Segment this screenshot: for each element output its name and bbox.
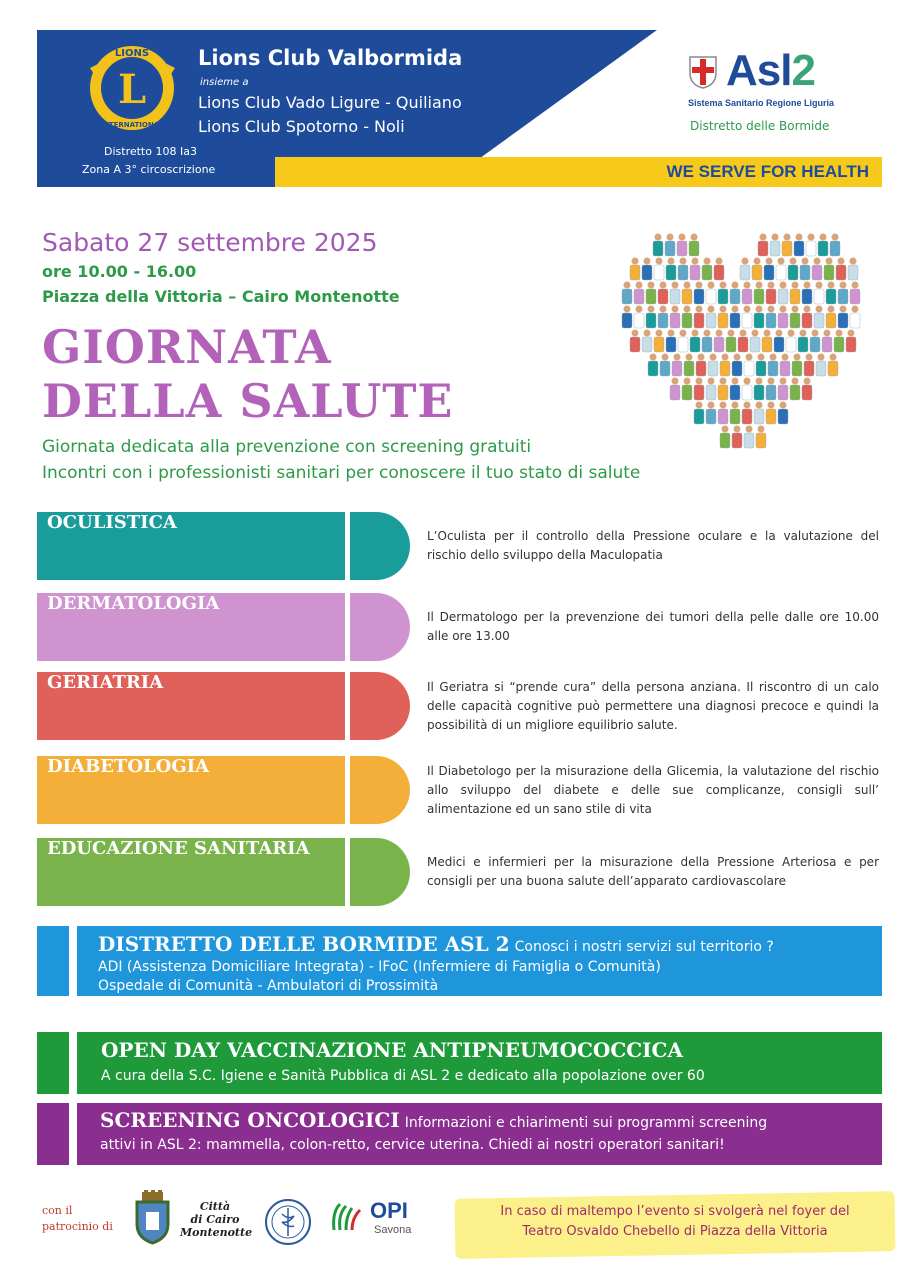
worker-figure <box>740 258 750 281</box>
medical-order-seal-icon <box>264 1198 312 1246</box>
vaccine-box-strip <box>37 1032 69 1094</box>
worker-figure <box>804 354 814 377</box>
worker-figure <box>720 426 730 449</box>
worker-figure <box>666 330 676 353</box>
specialty-tab <box>350 756 410 824</box>
specialty-row <box>37 593 879 661</box>
worker-figure <box>718 378 728 401</box>
worker-figure <box>754 306 764 329</box>
lions-zone: Zona A 3° circoscrizione <box>82 163 216 176</box>
worker-figure <box>646 282 656 305</box>
worker-figure <box>714 330 724 353</box>
worker-figure <box>732 426 742 449</box>
specialty-label: EDUCAZIONE SANITARIA <box>47 838 310 859</box>
worker-figure <box>648 354 658 377</box>
worker-figure <box>742 306 752 329</box>
worker-figure <box>800 258 810 281</box>
worker-figure <box>790 306 800 329</box>
worker-figure <box>653 234 663 257</box>
worker-figure <box>814 306 824 329</box>
event-title-line-1: GIORNATA <box>42 320 332 374</box>
worker-figure <box>778 282 788 305</box>
city-line-2: di Cairo <box>190 1213 240 1226</box>
asl-box-title-tail: Conosci i nostri servizi sul territorio ? <box>514 939 774 955</box>
worker-figure <box>682 378 692 401</box>
weather-note-line-1: In caso di maltempo l’evento si svolgerà nel foyer del <box>500 1204 850 1219</box>
specialty-description: Il Geriatra si “prende cura” della persona anziana. Il riscontro di un calo delle capacità cognitive può permettere una diagnosi precoce e quindi la possibilità di un migliore equilibrio salute. <box>427 679 879 732</box>
worker-figure <box>826 306 836 329</box>
worker-figure <box>694 282 704 305</box>
worker-figure <box>766 378 776 401</box>
worker-figure <box>778 306 788 329</box>
worker-figure <box>846 330 856 353</box>
worker-figure <box>630 330 640 353</box>
specialty-bar <box>37 756 345 824</box>
worker-figure <box>702 258 712 281</box>
asl-logo-text: Asl <box>726 46 792 95</box>
cairo-montenotte-crest-icon <box>130 1190 175 1245</box>
worker-figure <box>660 354 670 377</box>
specialty-description: Il Dermatologo per la prevenzione dei tumori della pelle dalle ore 10.00 alle ore 13.00 <box>427 610 879 643</box>
worker-figure <box>814 282 824 305</box>
event-title-line-2: DELLA SALUTE <box>42 374 454 428</box>
specialty-row <box>37 512 879 580</box>
worker-figure <box>766 306 776 329</box>
event-date: Sabato 27 settembre 2025 <box>42 228 378 257</box>
worker-figure <box>694 402 704 425</box>
worker-figure <box>682 306 692 329</box>
specialty-bar <box>37 838 345 906</box>
worker-figure <box>622 306 632 329</box>
city-patron-name <box>180 1200 253 1239</box>
city-line-1: Città <box>199 1200 231 1213</box>
worker-figure <box>790 282 800 305</box>
worker-figure <box>738 330 748 353</box>
worker-figure <box>630 258 640 281</box>
worker-figure <box>666 258 676 281</box>
specialty-description: Il Diabetologo per la misurazione della Glicemia, la valutazione del rischio allo sviluppo del diabete e delle sue complicanze, consigli sull’ alimentazione ed un sano stile di vita <box>427 763 879 816</box>
svg-text:L: L <box>117 66 147 113</box>
worker-figure <box>770 234 780 257</box>
specialty-row <box>37 672 879 740</box>
event-time: ore 10.00 - 16.00 <box>42 262 197 281</box>
worker-figure <box>658 282 668 305</box>
worker-figure <box>754 282 764 305</box>
worker-figure <box>766 402 776 425</box>
specialty-label: GERIATRIA <box>47 672 164 693</box>
worker-figure <box>730 306 740 329</box>
club-3: Lions Club Spotorno - Noli <box>198 117 405 136</box>
patronage-label <box>42 1203 113 1235</box>
worker-figure <box>646 306 656 329</box>
worker-figure <box>730 402 740 425</box>
worker-figure <box>634 306 644 329</box>
city-line-3: Montenotte <box>180 1226 253 1239</box>
asl-box-title: DISTRETTO DELLE BORMIDE ASL 2 <box>98 932 510 956</box>
worker-figure <box>690 330 700 353</box>
lions-logo-bottom-text: INTERNATIONAL <box>100 121 164 129</box>
worker-figure <box>730 378 740 401</box>
asl-box-line-1: ADI (Assistenza Domiciliare Integrata) - IFoC (Infermiere di Famiglia o Comunità) <box>98 959 661 975</box>
worker-figure <box>696 354 706 377</box>
opi-logo-icon <box>330 1200 366 1234</box>
specialty-label: DERMATOLOGIA <box>47 593 220 614</box>
worker-figure <box>754 378 764 401</box>
event-title <box>42 320 454 428</box>
worker-figure <box>774 330 784 353</box>
opi-savona-logo <box>330 1196 420 1244</box>
together-text: insieme a <box>200 77 249 88</box>
asl-district: Distretto delle Bormide <box>690 119 830 133</box>
worker-figure <box>764 258 774 281</box>
club-name: Lions Club Valbormida <box>198 46 463 70</box>
asl-services-box <box>77 926 882 996</box>
worker-figure <box>776 258 786 281</box>
specialty-label: DIABETOLOGIA <box>47 756 210 777</box>
worker-figure <box>694 306 704 329</box>
patronage-line-1: con il <box>42 1204 73 1217</box>
worker-figure <box>756 426 766 449</box>
worker-figure <box>806 234 816 257</box>
liguria-shield-icon <box>688 55 718 89</box>
worker-figure <box>780 354 790 377</box>
worker-figure <box>684 354 694 377</box>
worker-figure <box>706 306 716 329</box>
worker-figure <box>850 282 860 305</box>
worker-figure <box>778 378 788 401</box>
worker-figure <box>798 330 808 353</box>
worker-figure <box>642 330 652 353</box>
specialty-bar <box>37 672 345 740</box>
worker-figure <box>766 282 776 305</box>
worker-figure <box>726 330 736 353</box>
specialty-description: L’Oculista per il controllo della Pressione oculare e la valutazione del rischio dello sviluppo della Maculopatia <box>427 529 879 562</box>
worker-figure <box>830 234 840 257</box>
screening-box-line-1: attivi in ASL 2: mammella, colon-retto, cervice uterina. Chiedi ai nostri operatori sanitari! <box>100 1137 725 1153</box>
worker-figure <box>678 258 688 281</box>
worker-figure <box>822 330 832 353</box>
worker-figure <box>706 402 716 425</box>
worker-figure <box>732 354 742 377</box>
healthcare-workers-heart-illustration <box>608 225 878 455</box>
specialty-tab <box>350 593 410 661</box>
worker-figure <box>836 258 846 281</box>
specialty-description: Medici e infermieri per la misurazione della Pressione Arteriosa e per consigli per una buona salute dell’apparato cardiovascolare <box>427 855 879 888</box>
screening-box <box>77 1103 882 1165</box>
screening-box-title-tail: Informazioni e chiarimenti sui programmi screening <box>404 1115 768 1131</box>
specialty-row <box>37 756 879 824</box>
worker-figure <box>762 330 772 353</box>
asl-logo <box>726 46 815 96</box>
worker-figure <box>754 402 764 425</box>
worker-figure <box>718 306 728 329</box>
specialty-bar <box>37 512 345 580</box>
worker-figure <box>802 306 812 329</box>
patronage-line-2: patrocinio di <box>42 1220 113 1233</box>
worker-figure <box>750 330 760 353</box>
worker-figure <box>654 258 664 281</box>
specialty-bar <box>37 593 345 661</box>
asl-logo-number: 2 <box>791 46 815 95</box>
worker-figure <box>848 258 858 281</box>
weather-note-line-2: Teatro Osvaldo Chebello di Piazza della Vittoria <box>522 1224 828 1239</box>
worker-figure <box>706 378 716 401</box>
screening-box-strip <box>37 1103 69 1165</box>
worker-figure <box>788 258 798 281</box>
worker-figure <box>834 330 844 353</box>
worker-figure <box>678 330 688 353</box>
worker-figure <box>802 378 812 401</box>
worker-figure <box>720 354 730 377</box>
worker-figure <box>744 426 754 449</box>
worker-figure <box>802 282 812 305</box>
specialty-row <box>37 838 879 906</box>
worker-figure <box>756 354 766 377</box>
event-place: Piazza della Vittoria – Cairo Montenotte <box>42 287 400 306</box>
worker-figure <box>758 234 768 257</box>
asl-subtitle: Sistema Sanitario Regione Liguria <box>688 98 835 108</box>
asl-box-strip <box>37 926 69 996</box>
worker-figure <box>654 330 664 353</box>
worker-figure <box>790 378 800 401</box>
worker-figure <box>794 234 804 257</box>
worker-figure <box>786 330 796 353</box>
worker-figure <box>702 330 712 353</box>
lions-club-logo <box>80 38 185 138</box>
specialty-tab <box>350 838 410 906</box>
worker-figure <box>824 258 834 281</box>
worker-figure <box>670 378 680 401</box>
worker-figure <box>622 282 632 305</box>
worker-figure <box>828 354 838 377</box>
worker-figure <box>816 354 826 377</box>
vaccine-box-title: OPEN DAY VACCINAZIONE ANTIPNEUMOCOCCICA <box>101 1038 683 1062</box>
event-subtitle-2: Incontri con i professionisti sanitari per conoscere il tuo stato di salute <box>42 463 641 483</box>
worker-figure <box>665 234 675 257</box>
asl-box-line-2: Ospedale di Comunità - Ambulatori di Prossimità <box>98 978 439 994</box>
worker-figure <box>812 258 822 281</box>
worker-figure <box>742 402 752 425</box>
worker-figure <box>689 234 699 257</box>
worker-figure <box>718 402 728 425</box>
worker-figure <box>677 234 687 257</box>
worker-figure <box>672 354 682 377</box>
worker-figure <box>818 234 828 257</box>
screening-box-title: SCREENING ONCOLOGICI <box>100 1108 400 1132</box>
lions-logo-text: LIONS <box>114 48 150 59</box>
worker-figure <box>778 402 788 425</box>
vaccine-box <box>77 1032 882 1094</box>
worker-figure <box>730 282 740 305</box>
specialty-tab <box>350 672 410 740</box>
worker-figure <box>742 378 752 401</box>
worker-figure <box>708 354 718 377</box>
worker-figure <box>670 282 680 305</box>
worker-figure <box>634 282 644 305</box>
worker-figure <box>838 306 848 329</box>
worker-figure <box>690 258 700 281</box>
worker-figure <box>744 354 754 377</box>
worker-figure <box>810 330 820 353</box>
worker-figure <box>838 282 848 305</box>
worker-figure <box>642 258 652 281</box>
worker-figure <box>792 354 802 377</box>
worker-figure <box>742 282 752 305</box>
weather-note <box>470 1202 880 1242</box>
event-subtitle-1: Giornata dedicata alla prevenzione con screening gratuiti <box>42 437 532 457</box>
worker-figure <box>826 282 836 305</box>
opi-name: OPI <box>370 1198 408 1223</box>
worker-figure <box>718 282 728 305</box>
specialty-tab <box>350 512 410 580</box>
worker-figure <box>782 234 792 257</box>
specialty-label: OCULISTICA <box>47 512 177 533</box>
vaccine-box-line-1: A cura della S.C. Igiene e Sanità Pubblica di ASL 2 e dedicato alla popolazione over 60 <box>101 1068 705 1084</box>
worker-figure <box>850 306 860 329</box>
worker-figure <box>658 306 668 329</box>
opi-city: Savona <box>374 1224 412 1236</box>
lions-district: Distretto 108 Ia3 <box>104 145 197 158</box>
worker-figure <box>682 282 692 305</box>
slogan: WE SERVE FOR HEALTH <box>666 162 869 181</box>
worker-figure <box>714 258 724 281</box>
worker-figure <box>670 306 680 329</box>
worker-figure <box>706 282 716 305</box>
club-2: Lions Club Vado Ligure - Quiliano <box>198 93 462 112</box>
worker-figure <box>752 258 762 281</box>
worker-figure <box>768 354 778 377</box>
worker-figure <box>694 378 704 401</box>
